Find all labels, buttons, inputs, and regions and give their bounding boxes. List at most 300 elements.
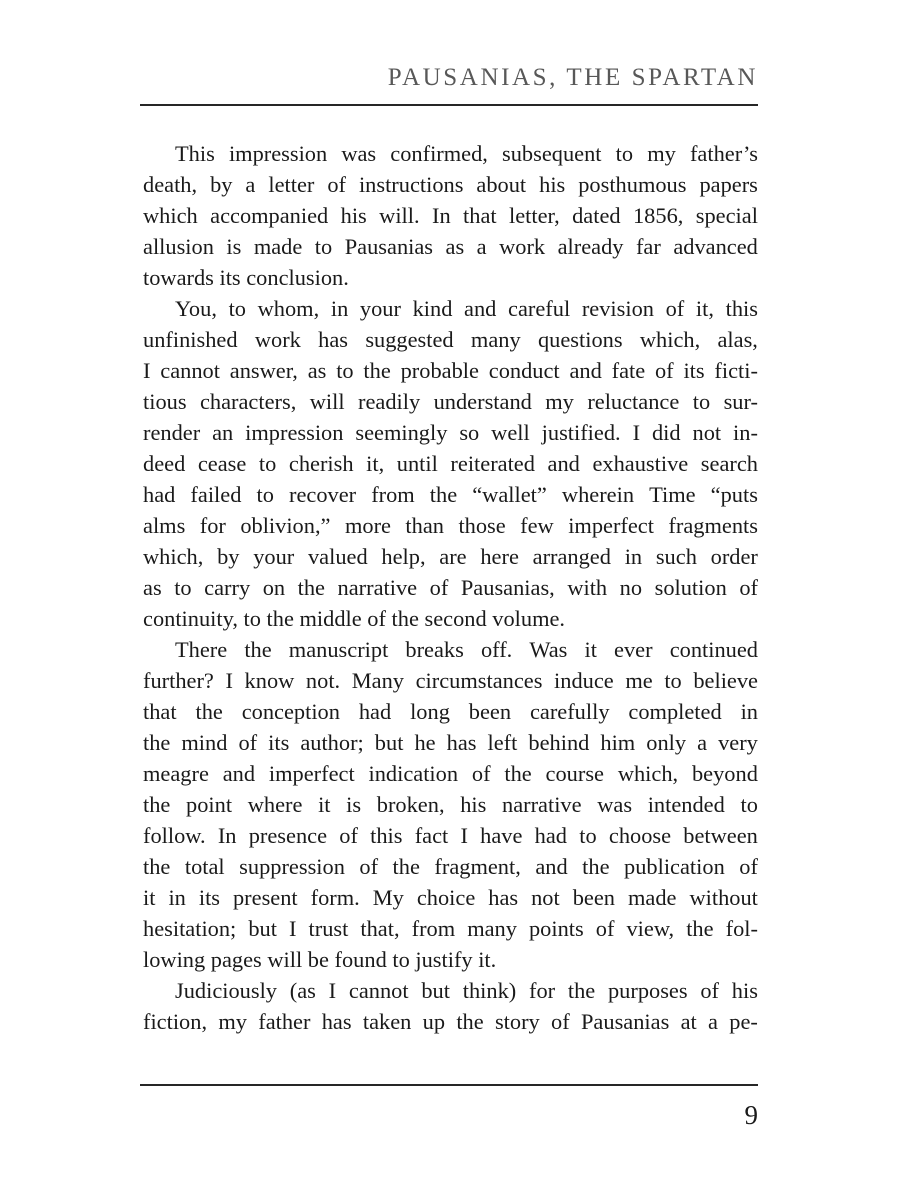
word: fact — [414, 823, 449, 848]
word: choice — [416, 885, 476, 910]
word: only — [646, 730, 687, 755]
word: such — [655, 544, 697, 569]
word: which, — [639, 327, 701, 352]
word: wherein — [561, 482, 635, 507]
word: not — [531, 885, 560, 910]
word: failed — [190, 482, 242, 507]
word: left — [487, 730, 518, 755]
word: dated — [572, 203, 621, 228]
word: letter, — [509, 203, 560, 228]
word: from — [411, 916, 456, 941]
word: not. — [305, 668, 341, 693]
word: of — [551, 1009, 570, 1034]
word: of — [654, 358, 674, 383]
word: is — [346, 792, 362, 817]
text-line — [143, 386, 758, 417]
word: I — [225, 668, 233, 693]
word: the — [686, 916, 714, 941]
word: it — [143, 885, 156, 910]
paragraph — [143, 138, 758, 293]
word: no — [619, 575, 643, 600]
text-line — [143, 727, 758, 758]
word: believe — [693, 668, 758, 693]
word: There — [175, 637, 228, 662]
word: very — [718, 730, 758, 755]
text-line — [175, 293, 758, 324]
word: had — [358, 699, 392, 724]
word: presence — [248, 823, 328, 848]
word: those — [458, 513, 506, 538]
word: but — [248, 916, 277, 941]
word: has — [321, 1009, 352, 1034]
word: exhaustive — [592, 451, 689, 476]
word: think) — [462, 978, 517, 1003]
word: ficti- — [714, 358, 758, 383]
word: will. — [379, 203, 420, 228]
word: (as — [289, 978, 316, 1003]
word: him — [600, 730, 636, 755]
word: of — [238, 730, 258, 755]
word: by — [217, 544, 240, 569]
word: this — [370, 823, 403, 848]
word: long — [410, 699, 450, 724]
word: of — [739, 854, 758, 879]
text-line — [175, 138, 758, 169]
word: to — [579, 823, 597, 848]
header-rule — [140, 104, 758, 106]
word: that — [143, 699, 177, 724]
word: and — [547, 451, 580, 476]
word: the — [567, 978, 596, 1003]
word: carefully — [529, 699, 610, 724]
page-number: 9 — [744, 1100, 758, 1130]
word: whom, — [257, 296, 320, 321]
word: in — [330, 296, 349, 321]
word: the — [504, 761, 532, 786]
word: of — [739, 575, 758, 600]
word: conduct — [488, 358, 560, 383]
word: confirmed, — [390, 141, 488, 166]
word: story — [494, 1009, 540, 1034]
word: had — [143, 482, 176, 507]
word: and — [222, 761, 256, 786]
word: careful — [508, 296, 571, 321]
word: was — [341, 141, 377, 166]
word: the — [195, 699, 223, 724]
word: he — [414, 730, 436, 755]
word: induce — [554, 668, 614, 693]
word: but — [421, 978, 450, 1003]
word: narrative — [337, 575, 418, 600]
word: a — [708, 1009, 718, 1034]
word: manuscript — [288, 637, 389, 662]
word: reluctance — [587, 389, 680, 414]
word: for — [528, 978, 556, 1003]
word: valued — [307, 544, 368, 569]
word: alms — [143, 513, 186, 538]
text-line — [143, 572, 758, 603]
word: a — [697, 730, 708, 755]
word: the — [392, 854, 420, 879]
word: far — [635, 234, 661, 259]
word: where — [247, 792, 303, 817]
word: search — [700, 451, 758, 476]
word: advanced — [673, 234, 758, 259]
word: carry — [204, 575, 251, 600]
text-line: continuity, to the middle of the second volume. — [143, 606, 566, 631]
word: In — [431, 203, 451, 228]
text-line — [143, 820, 758, 851]
word: to — [228, 296, 246, 321]
word: answer, — [229, 358, 298, 383]
text-line — [143, 169, 758, 200]
word: so — [459, 420, 480, 445]
text-line — [143, 231, 758, 262]
word: are — [439, 544, 467, 569]
word: cannot — [160, 358, 220, 383]
word: circumstances — [415, 668, 543, 693]
word: did — [651, 420, 681, 445]
word: of — [339, 823, 358, 848]
word: “puts — [710, 482, 758, 507]
word: I — [289, 916, 297, 941]
word: Pausanias — [344, 234, 434, 259]
word: for — [199, 513, 226, 538]
word: had — [534, 823, 568, 848]
word: in — [168, 885, 186, 910]
word: probable — [400, 358, 479, 383]
word: breaks — [405, 637, 464, 662]
word: help, — [381, 544, 426, 569]
text-line — [143, 758, 758, 789]
word: I — [632, 420, 641, 445]
word: the — [582, 854, 610, 879]
word: its — [198, 885, 220, 910]
text-line — [143, 1006, 758, 1037]
word: I — [328, 978, 337, 1003]
word: recover — [288, 482, 357, 507]
word: Many — [351, 668, 404, 693]
word: here — [480, 544, 519, 569]
word: as — [445, 234, 465, 259]
word: accompanied — [210, 203, 329, 228]
word: impression — [228, 141, 328, 166]
word: many — [467, 916, 517, 941]
word: ever — [614, 637, 653, 662]
word: special — [695, 203, 758, 228]
word: than — [405, 513, 444, 538]
word: In — [217, 823, 237, 848]
word: Time — [649, 482, 696, 507]
word: it — [584, 637, 597, 662]
word: the — [143, 730, 171, 755]
word: and — [569, 358, 602, 383]
paragraph — [143, 293, 758, 634]
word: this — [725, 296, 758, 321]
word: it, — [366, 451, 385, 476]
word: imperfect — [268, 761, 355, 786]
word: your — [253, 544, 295, 569]
word: arranged — [532, 544, 611, 569]
word: to — [336, 358, 354, 383]
paragraph — [143, 975, 758, 1037]
word: author; — [300, 730, 364, 755]
word: my — [545, 389, 574, 414]
word: I — [460, 823, 468, 848]
word: fate — [611, 358, 646, 383]
word: tious — [143, 389, 187, 414]
word: fiction, — [143, 1009, 208, 1034]
word: will — [309, 389, 345, 414]
word: has — [446, 730, 477, 755]
text-line — [143, 851, 758, 882]
word: it — [318, 792, 331, 817]
word: to — [174, 575, 192, 600]
word: alas, — [717, 327, 758, 352]
word: cannot — [348, 978, 409, 1003]
word: Was — [529, 637, 568, 662]
word: sur- — [723, 389, 758, 414]
text-line — [143, 665, 758, 696]
word: total — [184, 854, 225, 879]
word: fol- — [725, 916, 758, 941]
word: that, — [360, 916, 400, 941]
word: is — [226, 234, 242, 259]
word: impression — [245, 420, 344, 445]
word: mind — [181, 730, 228, 755]
word: your — [359, 296, 401, 321]
word: kind — [412, 296, 453, 321]
word: which, — [617, 761, 679, 786]
text-line — [175, 634, 758, 665]
word: Pausanias — [580, 1009, 670, 1034]
word: in — [624, 544, 643, 569]
word: been — [572, 885, 615, 910]
word: and — [464, 296, 497, 321]
word: deed — [143, 451, 186, 476]
word: has — [488, 885, 519, 910]
text-line: towards its conclusion. — [143, 265, 349, 290]
word: readily — [358, 389, 421, 414]
word: my — [647, 141, 676, 166]
word: suggested — [365, 327, 454, 352]
text-line — [143, 541, 758, 572]
word: Judiciously — [175, 978, 278, 1003]
word: his — [460, 792, 487, 817]
word: was — [597, 792, 633, 817]
text-line — [175, 975, 758, 1006]
word: between — [683, 823, 758, 848]
word: well — [491, 420, 530, 445]
word: publication — [624, 854, 725, 879]
word: but — [374, 730, 404, 755]
word: hesitation; — [143, 916, 237, 941]
word: of — [471, 761, 491, 786]
word: view, — [626, 916, 675, 941]
word: continued — [669, 637, 758, 662]
word: death, — [143, 172, 198, 197]
word: as — [307, 358, 327, 383]
word: father — [258, 1009, 311, 1034]
word: understand — [433, 389, 532, 414]
word: by — [210, 172, 233, 197]
word: not — [692, 420, 722, 445]
text-line — [143, 913, 758, 944]
text-line: lowing pages will be found to justify it. — [143, 947, 497, 972]
word: its — [683, 358, 705, 383]
word: fragment, — [434, 854, 521, 879]
word: work — [254, 327, 301, 352]
word: me — [625, 668, 653, 693]
body-text — [143, 138, 758, 1037]
word: taken — [362, 1009, 412, 1034]
word: the — [297, 575, 325, 600]
word: with — [567, 575, 608, 600]
text-line — [143, 355, 758, 386]
text-line — [143, 324, 758, 355]
word: to — [692, 389, 711, 414]
word: solution — [654, 575, 727, 600]
word: intended — [647, 792, 725, 817]
word: father’s — [689, 141, 758, 166]
running-head: PAUSANIAS, THE SPARTAN — [387, 64, 758, 91]
word: off. — [480, 637, 513, 662]
word: trust — [308, 916, 349, 941]
word: point — [186, 792, 233, 817]
word: more — [344, 513, 391, 538]
word: course — [545, 761, 604, 786]
word: I — [143, 358, 151, 383]
word: meagre — [143, 761, 209, 786]
word: allusion — [143, 234, 214, 259]
word: of — [359, 854, 379, 879]
word: about — [476, 172, 527, 197]
text-line — [143, 696, 758, 727]
word: reiterated — [450, 451, 535, 476]
word: questions — [537, 327, 623, 352]
word: my — [218, 1009, 247, 1034]
word: that — [463, 203, 497, 228]
word: present — [232, 885, 298, 910]
word: the — [143, 854, 171, 879]
word: the — [429, 482, 458, 507]
word: from — [371, 482, 415, 507]
word: completed — [628, 699, 722, 724]
word: in — [740, 699, 758, 724]
word: to — [314, 234, 333, 259]
word: indication — [368, 761, 459, 786]
word: as — [143, 575, 162, 600]
word: purposes — [607, 978, 688, 1003]
text-line — [143, 200, 758, 231]
word: You, — [175, 296, 217, 321]
word: up — [422, 1009, 446, 1034]
word: until — [396, 451, 438, 476]
word: instructions — [358, 172, 464, 197]
text-line — [143, 448, 758, 479]
word: imperfect — [568, 513, 654, 538]
word: his — [731, 978, 758, 1003]
word: its — [268, 730, 290, 755]
word: order — [710, 544, 758, 569]
word: choose — [608, 823, 672, 848]
word: few — [520, 513, 554, 538]
text-line — [143, 789, 758, 820]
word: papers — [699, 172, 758, 197]
word: Pausanias, — [460, 575, 555, 600]
word: to — [664, 668, 682, 693]
text-line — [143, 417, 758, 448]
word: beyond — [691, 761, 758, 786]
word: the — [456, 1009, 484, 1034]
word: behind — [528, 730, 590, 755]
word: a — [245, 172, 256, 197]
word: “wallet” — [472, 482, 547, 507]
word: posthumous — [578, 172, 687, 197]
word: have — [480, 823, 523, 848]
word: oblivion,” — [240, 513, 331, 538]
word: This — [175, 141, 215, 166]
word: characters, — [199, 389, 297, 414]
word: which, — [143, 544, 204, 569]
word: his — [340, 203, 367, 228]
word: made — [253, 234, 303, 259]
word: justified. — [541, 420, 621, 445]
word: to — [258, 451, 277, 476]
word: the — [244, 637, 272, 662]
word: made — [627, 885, 677, 910]
word: points — [528, 916, 584, 941]
word: My — [372, 885, 404, 910]
word: seemingly — [355, 420, 448, 445]
word: his — [539, 172, 566, 197]
text-line — [143, 882, 758, 913]
word: and — [535, 854, 568, 879]
word: fragments — [668, 513, 758, 538]
word: work — [499, 234, 546, 259]
word: of — [595, 916, 615, 941]
word: in- — [733, 420, 758, 445]
word: already — [557, 234, 624, 259]
word: the — [363, 358, 391, 383]
word: at — [680, 1009, 697, 1034]
word: has — [318, 327, 349, 352]
word: to — [740, 792, 758, 817]
word: the — [143, 792, 171, 817]
word: a — [476, 234, 487, 259]
word: suppression — [239, 854, 345, 879]
word: letter — [268, 172, 315, 197]
word: which — [143, 203, 198, 228]
word: 1856, — [632, 203, 684, 228]
word: many — [470, 327, 521, 352]
word: been — [468, 699, 512, 724]
word: revision — [581, 296, 654, 321]
word: unfinished — [143, 327, 238, 352]
word: render — [143, 420, 201, 445]
word: narrative — [502, 792, 582, 817]
word: to — [615, 141, 634, 166]
word: cherish — [288, 451, 354, 476]
word: cease — [197, 451, 247, 476]
word: further? — [143, 668, 214, 693]
word: of — [429, 575, 449, 600]
word: broken, — [376, 792, 445, 817]
word: conception — [241, 699, 340, 724]
word: without — [689, 885, 758, 910]
word: form. — [310, 885, 360, 910]
text-line — [143, 510, 758, 541]
